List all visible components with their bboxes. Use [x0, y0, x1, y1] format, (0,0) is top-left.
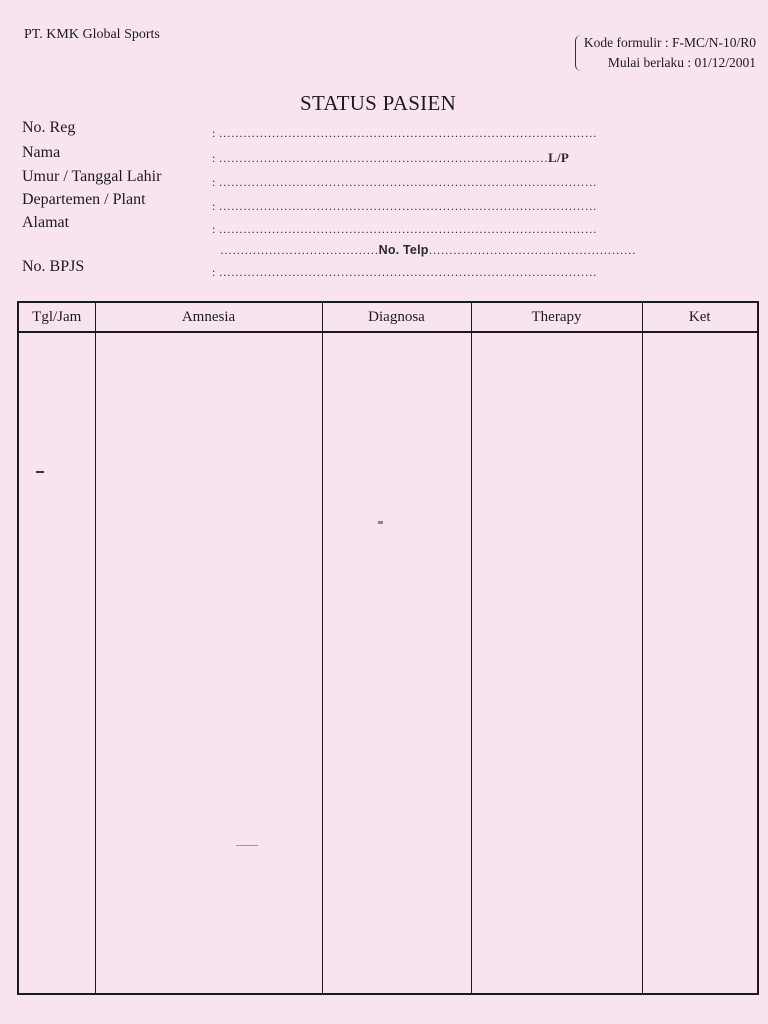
field-departemen-line[interactable]: : ………………………………………………………………………………… [212, 199, 597, 213]
column-header-amnesia: Amnesia [95, 302, 322, 332]
page-title: STATUS PASIEN [300, 91, 457, 115]
field-no-bpjs-label: No. BPJS [22, 258, 85, 275]
column-header-diagnosa: Diagnosa [322, 302, 471, 332]
cell-therapy[interactable] [471, 332, 642, 994]
field-nama-dots: : ……………………………………………………………………… [212, 151, 549, 165]
table-header-row [18, 302, 758, 332]
field-no-bpjs-line[interactable]: : ………………………………………………………………………………… [212, 265, 597, 279]
paper-speck [378, 521, 383, 524]
table-row [18, 332, 758, 994]
cell-amnesia[interactable] [95, 332, 322, 994]
telp-dots-before: ………………………………… [220, 243, 379, 257]
field-umur-label: Umur / Tanggal Lahir [22, 168, 162, 185]
field-nama-label: Nama [22, 144, 61, 161]
column-header-tgl-jam: Tgl/Jam [18, 302, 95, 332]
telp-label: No. Telp [378, 243, 429, 257]
cell-diagnosa[interactable] [322, 332, 471, 994]
field-umur-line[interactable]: : ………………………………………………………………………………… [212, 175, 597, 189]
field-nama-line[interactable] [212, 150, 569, 166]
column-header-ket: Ket [642, 302, 758, 332]
bracket-mark [575, 35, 582, 71]
form-code-block [584, 33, 756, 73]
cell-ket[interactable] [642, 332, 758, 994]
company-name: PT. KMK Global Sports [24, 27, 160, 42]
telp-dots-after: …………………………………………… [428, 243, 636, 257]
paper-speck [236, 845, 258, 846]
gender-option: L/P [548, 150, 569, 165]
paper-speck [36, 471, 44, 473]
field-departemen-label: Departemen / Plant [22, 191, 146, 208]
effective-date: Mulai berlaku : 01/12/2001 [607, 55, 756, 70]
field-no-reg-label: No. Reg [22, 119, 76, 136]
field-alamat-line[interactable]: : ………………………………………………………………………………… [212, 222, 597, 236]
field-no-reg-line[interactable]: : ………………………………………………………………………………… [212, 126, 597, 140]
field-telp-line[interactable] [220, 243, 636, 258]
patient-record-table [17, 301, 759, 995]
column-header-therapy: Therapy [471, 302, 642, 332]
cell-tgl-jam[interactable] [18, 332, 95, 994]
field-alamat-label: Alamat [22, 214, 70, 231]
form-code: Kode formulir : F-MC/N-10/R0 [583, 35, 756, 50]
